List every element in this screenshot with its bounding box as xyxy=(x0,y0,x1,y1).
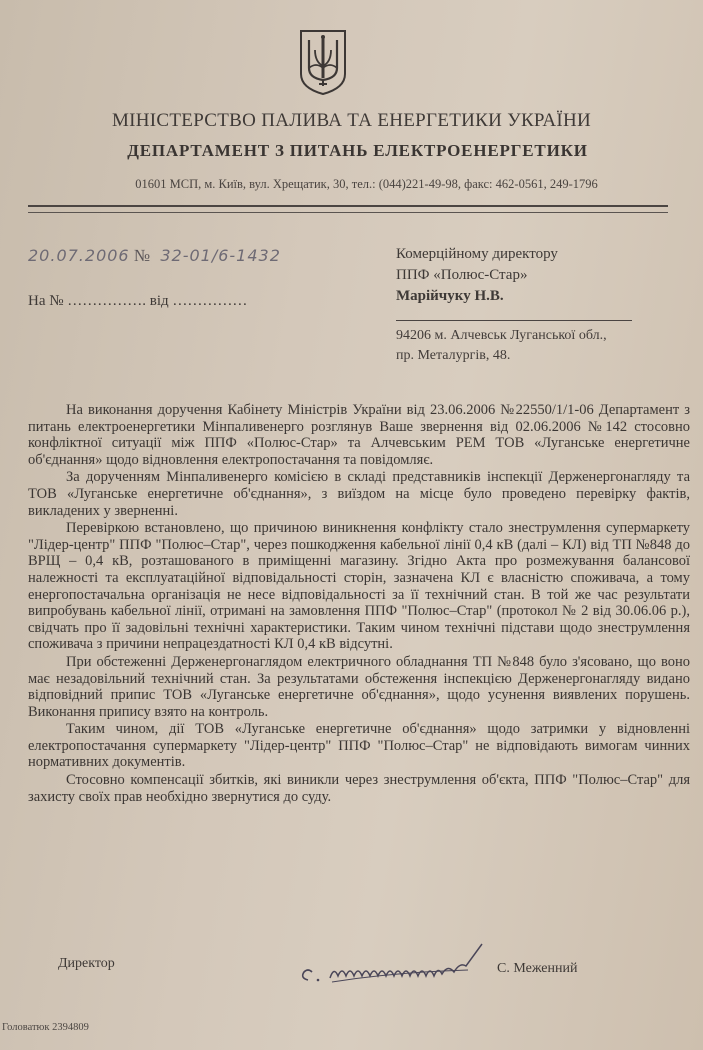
recipient-address-line1: 94206 м. Алчевськ Луганської обл., xyxy=(396,328,607,343)
ministry-title: МІНІСТЕРСТВО ПАЛИВА ТА ЕНЕРГЕТИКИ УКРАЇНИ xyxy=(111,110,592,131)
letter-body xyxy=(28,402,690,806)
recipient-address xyxy=(396,326,607,366)
letterhead-divider-thick xyxy=(28,205,668,207)
number-label: № xyxy=(133,246,151,265)
body-paragraph: За дорученням Мінпаливенерго комісією в складі представників інспекції Держенергонагляду та ТОВ «Луганське енергетичне об'єднання», з виїздом на місце було проведено перевірку фактів, викладених у зверненні. xyxy=(28,469,690,519)
recipient-block xyxy=(396,244,558,307)
body-paragraph: На виконання доручення Кабінету Міністрів України від 23.06.2006 №22550/1/1-06 Департамент з питань електроенергетики Мінпаливенерго розглянув Ваше звернення від 02.06.2006 №142 стосовно конфліктної ситуації між ППФ «Полюс-Стар» та Алчевським РЕМ ТОВ «Луганське енергетичне об'єднання» щодо відновлення електропостачання та повідомляє. xyxy=(28,402,690,468)
recipient-address-line2: пр. Металургів, 48. xyxy=(396,348,511,363)
recipient-name: Марійчуку Н.В. xyxy=(396,288,504,304)
handwritten-signature xyxy=(296,936,492,992)
body-paragraph: Стосовно компенсації збитків, які виникли через знеструмлення об'єкта, ППФ "Полюс–Стар" для захисту своїх прав необхідно звернутися до суду. xyxy=(28,772,690,805)
department-title: ДЕПАРТАМЕНТ З ПИТАНЬ ЕЛЕКТРОЕНЕРГЕТИКИ xyxy=(127,141,588,160)
tryzub-emblem-icon xyxy=(298,28,348,96)
letterhead-address: 01601 МСП, м. Київ, вул. Хрещатик, 30, тел.: (044)221-49-98, факс: 462-0561, 249-1796 xyxy=(135,177,598,191)
executor-note: Головатюк 2394809 xyxy=(2,1022,89,1033)
outgoing-number: 32-01/6-1432 xyxy=(160,246,281,265)
body-paragraph: При обстеженні Держенергонаглядом електричного обладнання ТП №848 було з'ясовано, що воно має незадовільний технічний стан. За результатами обстеження інспекцією Держенергонагляду видано відповідний припис ТОВ «Луганське енергетичне об'єднання», щодо усунення виявлених порушень. Виконання припису взято на контроль. xyxy=(28,653,690,720)
outgoing-date: 20.07.2006 xyxy=(28,246,130,265)
recipient-underline xyxy=(396,320,632,321)
body-paragraph: Таким чином, дії ТОВ «Луганське енергетичне об'єднання» щодо затримки у відновленні електропостачання супермаркету "Лідер-центр" ППФ "Полюс–Стар" не відповідають вимогам чинних нормативних документів. xyxy=(28,721,690,771)
signatory-role: Директор xyxy=(58,956,115,971)
registration-line xyxy=(28,246,281,266)
recipient-position: Комерційному директору xyxy=(396,246,558,262)
body-paragraph: Перевіркою встановлено, що причиною виникнення конфлікту стало знеструмлення супермаркету "Лідер-центр" ППФ "Полюс–Стар", через пошкодження кабельної лінії 0,4 кВ (далі – КЛ) від ТП №848 до ВРЩ – 0,4 кВ, розташованого в приміщенні магазину. Згідно Акта про розмежування балансової належності та експлуатаційної відповідальності сторін, зазначена КЛ є власністю споживача, а тому енергопостачальна організація не несе відповідальності за її технічний стан. В той же час результати випробувань кабельної лінії, отримані на замовлення ППФ "Полюс–Стар" (протокол № 2 від 30.06.06 р.), свідчать про її задовільні технічні характеристики. Таким чином технічні підстави щодо знеструмлення споживача з причини непрацездатності КЛ 0,4 кВ відсутні. xyxy=(28,520,690,653)
recipient-company: ППФ «Полюс-Стар» xyxy=(396,267,528,283)
reply-reference: На № ……………. від …………… xyxy=(28,293,248,309)
letterhead-divider-thin xyxy=(28,212,668,213)
signatory-name: С. Меженний xyxy=(497,961,578,976)
